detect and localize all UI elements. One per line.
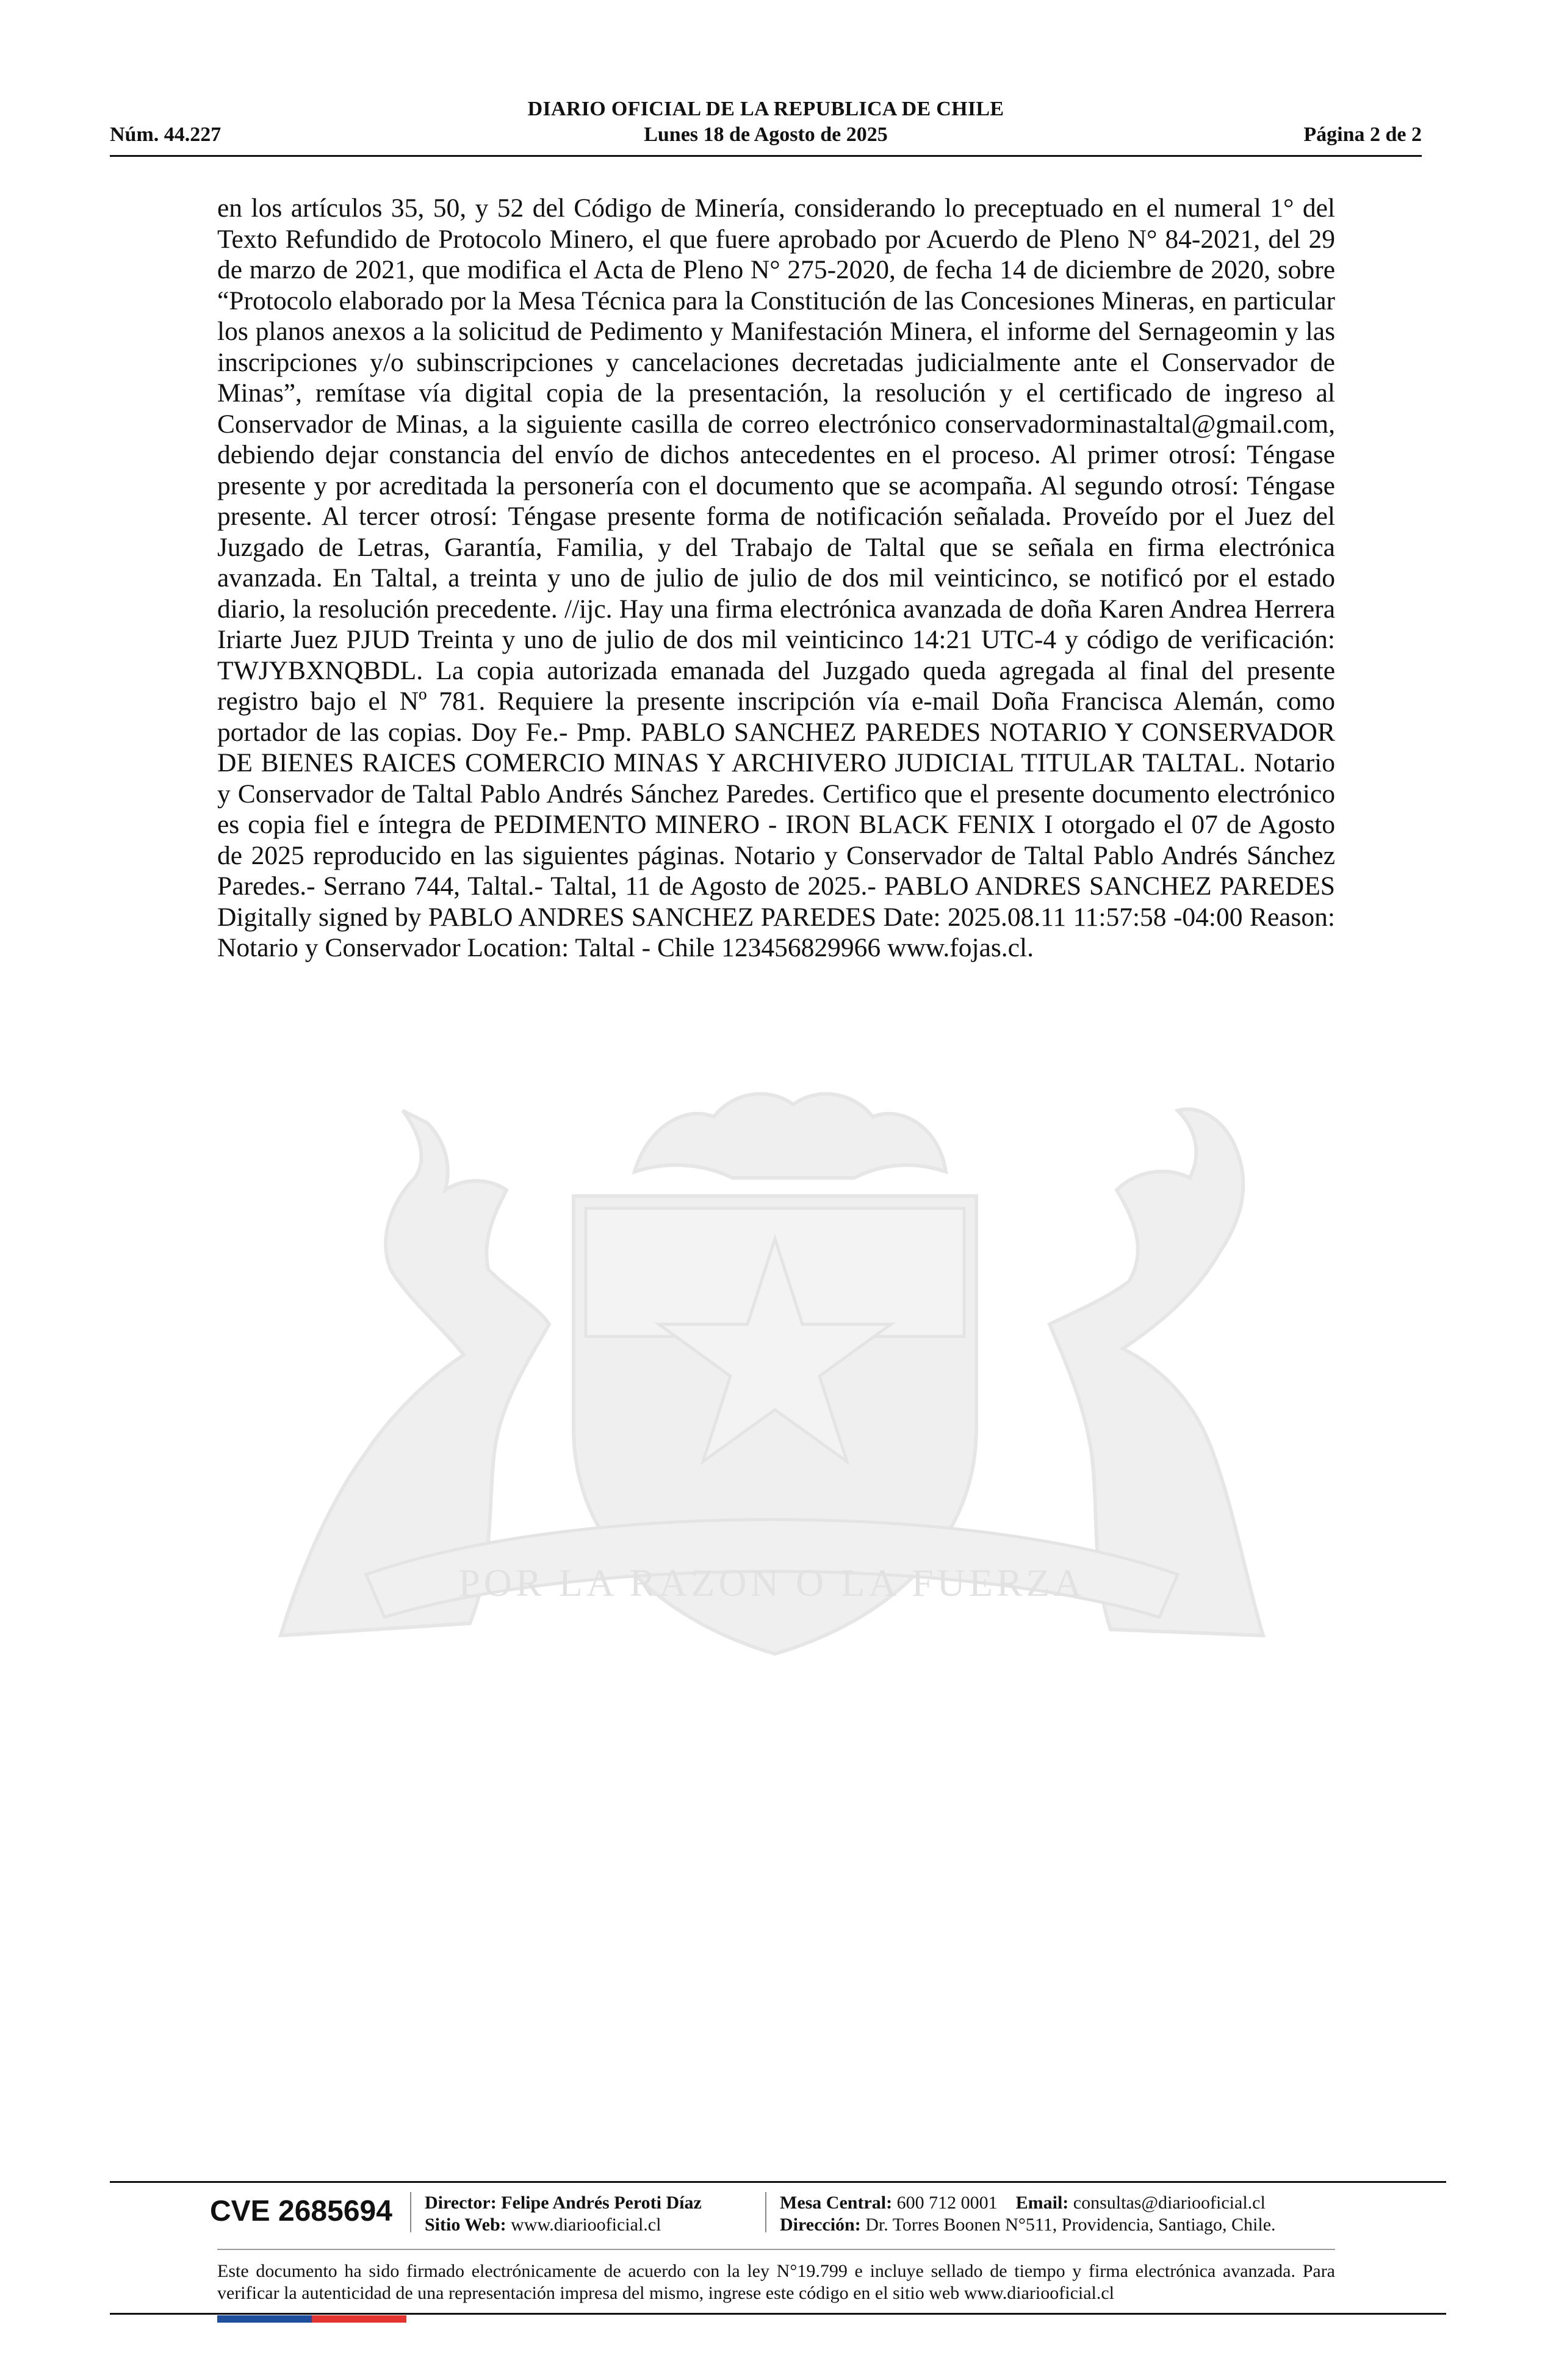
footer-separator bbox=[410, 2192, 411, 2232]
issue-date: Lunes 18 de Agosto de 2025 bbox=[644, 123, 888, 146]
email-link[interactable]: consultas@diariooficial.cl bbox=[1073, 2193, 1266, 2213]
issue-number: Núm. 44.227 bbox=[110, 123, 222, 146]
director-label: Director: bbox=[425, 2193, 497, 2213]
footer-contact-column bbox=[780, 2192, 1276, 2236]
header-divider bbox=[110, 155, 1422, 157]
website-line bbox=[425, 2214, 702, 2236]
document-body: en los artículos 35, 50, y 52 del Código de Minería, considerando lo preceptuado en el numeral 1° del Texto Refundido de Protocolo Minero, el que fuere aprobado por Acuerdo de Pleno N° 84-2021, del 29 de marzo de 2021, que modifica el Acta de Pleno N° 275-2020, de fecha 14 de diciembre de 2020, sobre “Protocolo elaborado por la Mesa Técnica para la Constitución de las Concesiones Mineras, en particular los planos anexos a la solicitud de Pedimento y Manifestación Minera, el informe del Sernageomin y las inscripciones y/o subinscripciones y cancelaciones decretadas judicialmente ante el Conservador de Minas”, remítase vía digital copia de la presentación, la resolución y el certificado de ingreso al Conservador de Minas, a la siguiente casilla de correo electrónico conservadorminastaltal@gmail.com, debiendo dejar constancia del envío de dichos antecedentes en el proceso. Al primer otrosí: Téngase presente y por acreditada la personería con el documento que se acompaña. Al segundo otrosí: Téngase presente. Al tercer otrosí: Téngase presente forma de notificación señalada. Proveído por el Juez del Juzgado de Letras, Garantía, Familia, y del Trabajo de Taltal que se señala en firma electrónica avanzada. En Taltal, a treinta y uno de julio de julio de dos mil veinticinco, se notificó por el estado diario, la resolución precedente. //ijc. Hay una firma electrónica avanzada de doña Karen Andrea Herrera Iriarte Juez PJUD Treinta y uno de julio de dos mil veinticinco 14:21 UTC-4 y código de verificación: TWJYBXNQBDL. La copia autorizada emanada del Juzgado queda agregada al final del presente registro bajo el Nº 781. Requiere la presente inscripción vía e-mail Doña Francisca Alemán, como portador de las copias. Doy Fe.- Pmp. PABLO SANCHEZ PAREDES NOTARIO Y CONSERVADOR DE BIENES RAICES COMERCIO MINAS Y ARCHIVERO JUDICIAL TITULAR TALTAL. Notario y Conservador de Taltal Pablo Andrés Sánchez Paredes. Certifico que el presente documento electrónico es copia fiel e íntegra de PEDIMENTO MINERO - IRON BLACK FENIX I otorgado el 07 de Agosto de 2025 reproducido en las siguientes páginas. Notario y Conservador de Taltal Pablo Andrés Sánchez Paredes.- Serrano 744, Taltal.- Taltal, 11 de Agosto de 2025.- PABLO ANDRES SANCHEZ PAREDES Digitally signed by PABLO ANDRES SANCHEZ PAREDES Date: 2025.08.11 11:57:58 -04:00 Reason: Notario y Conservador Location: Taltal - Chile 123456829966 www.fojas.cl. bbox=[217, 193, 1335, 962]
director-name: Felipe Andrés Peroti Díaz bbox=[501, 2193, 702, 2213]
footer-divider-middle bbox=[217, 2249, 1335, 2250]
website-link[interactable]: www.diariooficial.cl bbox=[511, 2215, 661, 2235]
footer-divider-bottom bbox=[110, 2313, 1446, 2315]
flag-stripe-red bbox=[312, 2315, 406, 2323]
newspaper-title: DIARIO OFICIAL DE LA REPUBLICA DE CHILE bbox=[527, 98, 1004, 120]
motto-text: POR LA RAZON O LA FUERZA bbox=[458, 1561, 1086, 1604]
email-label: Email: bbox=[1015, 2193, 1069, 2213]
footer-director-column bbox=[425, 2192, 702, 2236]
flag-stripe-blue bbox=[217, 2315, 312, 2323]
crest-feathers bbox=[635, 1094, 946, 1178]
director-line bbox=[425, 2192, 702, 2214]
flag-stripe bbox=[217, 2315, 406, 2323]
signature-notice: Este documento ha sido firmado electrónicamente de acuerdo con la ley N°19.799 e incluye sellado de tiempo y firma electrónica avanzada. Para verificar la autenticidad de una representación impresa del mismo, ingrese este código en el sitio web www.diariooficial.cl bbox=[217, 2261, 1335, 2303]
address-value: Dr. Torres Boonen N°511, Providencia, Santiago, Chile. bbox=[865, 2215, 1276, 2235]
mesa-label: Mesa Central: bbox=[780, 2193, 893, 2213]
page-header bbox=[110, 92, 1422, 159]
footer-divider-top bbox=[110, 2181, 1446, 2183]
contact-line bbox=[780, 2192, 1276, 2214]
coat-of-arms-watermark bbox=[207, 1037, 1336, 1678]
website-label: Sitio Web: bbox=[425, 2215, 506, 2235]
mesa-phone: 600 712 0001 bbox=[896, 2193, 998, 2213]
cve-code: CVE 2685694 bbox=[210, 2195, 392, 2227]
address-label: Dirección: bbox=[780, 2215, 861, 2235]
footer-separator bbox=[765, 2192, 766, 2232]
address-line bbox=[780, 2214, 1276, 2236]
page-counter: Página 2 de 2 bbox=[1303, 123, 1422, 146]
